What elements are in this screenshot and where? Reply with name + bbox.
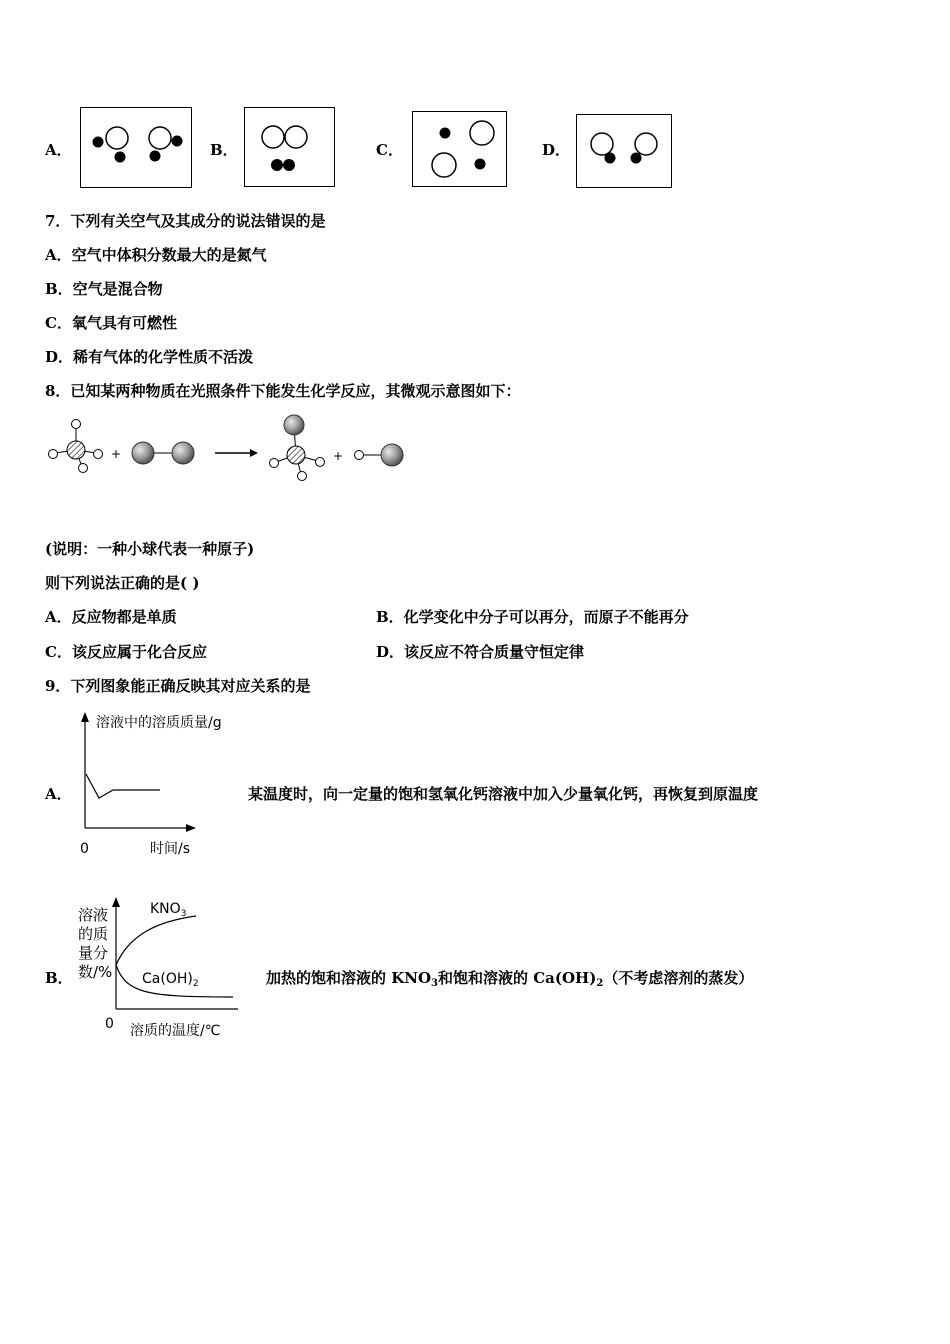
q9-option-a-text: 某温度时，向一定量的饱和氢氧化钙溶液中加入少量氧化钙，再恢复到原温度 [248,785,759,803]
reaction-arrow [215,449,258,457]
chart-b-ylabel-line: 的质 [78,925,109,943]
q6-option-a-diagram [80,107,192,188]
q9-option-b-text-part: 加热的饱和溶液的 KNO [266,969,432,987]
q9-option-b-chart [100,893,250,1043]
q7-stem: 7．下列有关空气及其成分的说法错误的是 [45,212,326,230]
q6-option-c-diagram [412,111,507,187]
q9-option-b-subscript: 3 [431,978,439,989]
molecule-diagram-b [245,108,336,188]
q7-option-d: D．稀有气体的化学性质不活泼 [45,348,254,366]
q9-option-b-text-part: 和饱和溶液的 Ca(OH) [438,969,597,987]
solute-mass-curve [86,774,160,798]
q6-option-c-label: C． [376,141,403,159]
caoh2-label: Ca(OH) [142,971,193,987]
chart-b-ylabel-line: 溶液 [78,906,109,924]
chart-a-ylabel: 溶液中的溶质质量/g [96,715,222,731]
plus-sign-1: + [111,447,122,461]
q9-option-b-text [266,969,753,993]
q8-option-c: C．该反应属于化合反应 [45,643,207,661]
chart-b-curve2-label [142,971,199,989]
q9-option-b-subscript: 2 [596,978,604,989]
q8-option-b: B．化学变化中分子可以再分，而原子不能再分 [376,608,689,626]
q9-option-a-label: A． [45,785,72,803]
q6-option-a-label: A． [45,141,72,159]
chart-a-xlabel: 时间/s [150,841,191,857]
y-axis-arrow-icon [112,897,120,907]
molecule-diagram-d [577,115,673,189]
chart-a-origin: 0 [80,841,89,857]
q7-option-c: C．氧气具有可燃性 [45,314,177,332]
kno3-subscript: 3 [180,909,187,919]
q6-option-b-label: B． [210,141,238,159]
chart-b-curve1-label [150,901,186,919]
q8-ask: 则下列说法正确的是( ) [45,574,200,592]
q6-option-b-diagram [244,107,335,187]
y-axis-arrow-icon [81,712,89,722]
q9-option-b-label: B． [45,969,73,987]
product-molecule-2 [355,444,404,466]
caoh2-subscript: 2 [192,979,199,989]
chart-b-xlabel: 溶质的温度/℃ [130,1023,221,1039]
q8-stem: 8．已知某两种物质在光照条件下能发生化学反应，其微观示意图如下： [45,382,521,400]
q6-option-d-label: D． [542,141,571,159]
chart-b-ylabel-line: 数/% [78,963,113,981]
q7-option-a: A．空气中体积分数最大的是氮气 [45,246,267,264]
x-axis-arrow-icon [186,824,196,832]
kno3-curve [116,916,196,965]
molecule-diagram-c [413,112,508,188]
reaction-diagram [40,410,460,500]
q7-option-b: B．空气是混合物 [45,280,163,298]
plus-sign-2: + [333,449,344,463]
chart-b-ylabel-line: 量分 [78,944,109,962]
chart-b-origin: 0 [105,1016,114,1032]
reactant-molecule-1 [49,420,103,473]
q9-option-a-chart [70,708,250,858]
product-molecule-1 [270,415,325,481]
kno3-label: KNO [150,901,181,917]
molecule-diagram-a [81,108,193,189]
q8-option-a: A．反应物都是单质 [45,608,177,626]
q9-stem: 9．下列图象能正确反映其对应关系的是 [45,677,311,695]
reactant-molecule-2 [132,442,194,464]
q9-option-b-text-part: （不考虑溶剂的蒸发） [603,969,754,987]
q6-option-d-diagram [576,114,672,188]
q8-note: (说明：一种小球代表一种原子) [45,540,255,558]
q8-option-d: D．该反应不符合质量守恒定律 [376,643,585,661]
